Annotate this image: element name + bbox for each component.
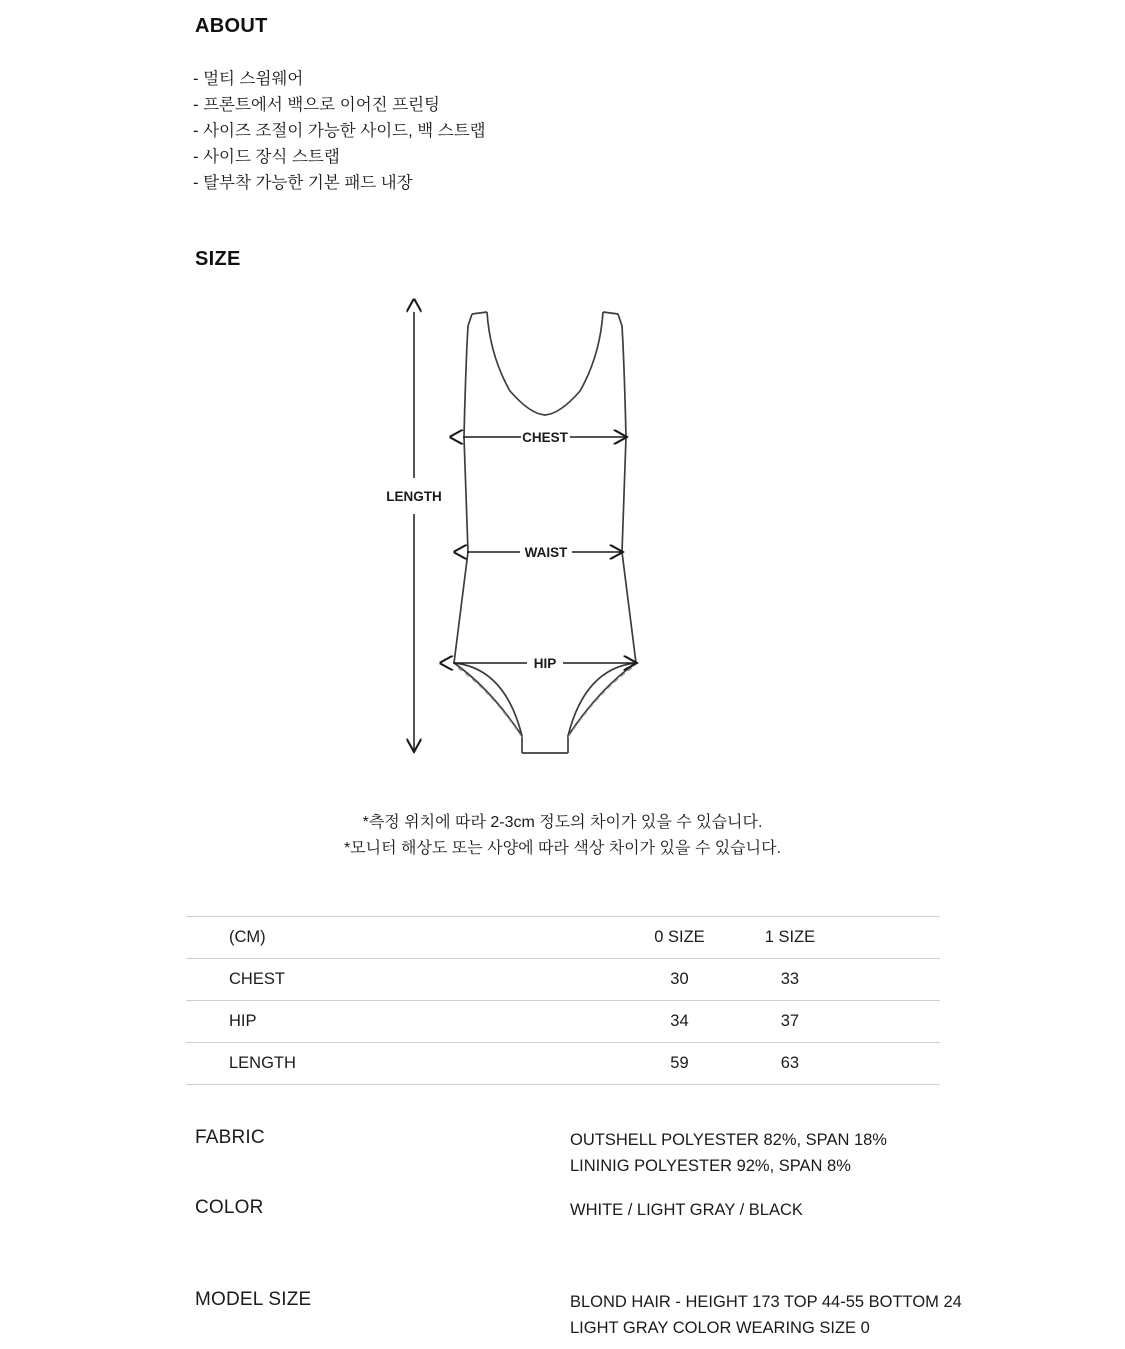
model-size-value-line: LIGHT GRAY COLOR WEARING SIZE 0 <box>570 1319 870 1337</box>
row-value-size0: 34 <box>624 1001 734 1043</box>
about-heading: ABOUT <box>195 15 268 37</box>
row-value-size0: 30 <box>624 959 734 1001</box>
about-feature-list <box>193 66 833 196</box>
about-list-item: - 멀티 스윔웨어 <box>193 70 304 88</box>
table-row <box>186 959 940 1001</box>
table-row <box>186 1043 940 1085</box>
row-label: HIP <box>186 1001 624 1043</box>
row-label: LENGTH <box>186 1043 624 1085</box>
hip-label: HIP <box>533 656 557 671</box>
color-label: COLOR <box>195 1197 264 1218</box>
row-spacer <box>845 959 940 1001</box>
chest-dimension-arrow <box>463 430 627 445</box>
fabric-value-line: LININIG POLYESTER 92%, SPAN 8% <box>570 1157 851 1175</box>
table-row <box>186 1001 940 1043</box>
fabric-value-line: OUTSHELL POLYESTER 82%, SPAN 18% <box>570 1131 887 1149</box>
row-spacer <box>845 1043 940 1085</box>
table-header-spacer <box>845 917 940 959</box>
model-size-label: MODEL SIZE <box>195 1289 312 1310</box>
about-list-item: - 사이즈 조절이 가능한 사이드, 백 스트랩 <box>193 122 486 140</box>
measurement-notes <box>0 810 1125 862</box>
row-spacer <box>845 1001 940 1043</box>
table-header-size1: 1 SIZE <box>735 917 845 959</box>
note-line: *측정 위치에 따라 2-3cm 정도의 차이가 있을 수 있습니다. <box>362 814 763 831</box>
stitch-dashed-lines <box>458 668 632 739</box>
color-values <box>570 1197 1090 1223</box>
hip-dimension-arrow <box>453 656 637 671</box>
row-value-size1: 63 <box>735 1043 845 1085</box>
about-list-item: - 사이드 장식 스트랩 <box>193 148 340 166</box>
about-list-item: - 탈부착 가능한 기본 패드 내장 <box>193 174 413 192</box>
fabric-label: FABRIC <box>195 1127 265 1148</box>
chest-label: CHEST <box>522 430 568 445</box>
note-line: *모니터 해상도 또는 사양에 따라 색상 차이가 있을 수 있습니다. <box>343 840 782 857</box>
size-heading: SIZE <box>195 248 241 270</box>
about-list-item: - 프론트에서 백으로 이어진 프린팅 <box>193 96 440 114</box>
row-label: CHEST <box>186 959 624 1001</box>
size-chart-table <box>186 916 940 1085</box>
fabric-values <box>570 1127 1090 1179</box>
row-value-size0: 59 <box>624 1043 734 1085</box>
color-value-line: WHITE / LIGHT GRAY / BLACK <box>570 1201 803 1219</box>
waist-label: WAIST <box>524 545 568 560</box>
table-header-size0: 0 SIZE <box>624 917 734 959</box>
row-value-size1: 37 <box>735 1001 845 1043</box>
length-label: LENGTH <box>386 489 442 504</box>
table-header-unit: (CM) <box>186 917 624 959</box>
model-size-value-line: BLOND HAIR - HEIGHT 173 TOP 44-55 BOTTOM 24 <box>570 1293 962 1311</box>
waist-dimension-arrow <box>467 545 623 560</box>
length-dimension-arrow <box>386 312 442 752</box>
row-value-size1: 33 <box>735 959 845 1001</box>
swimsuit-measurement-diagram <box>370 296 700 776</box>
model-size-values <box>570 1289 1090 1341</box>
table-header-row <box>186 917 940 959</box>
